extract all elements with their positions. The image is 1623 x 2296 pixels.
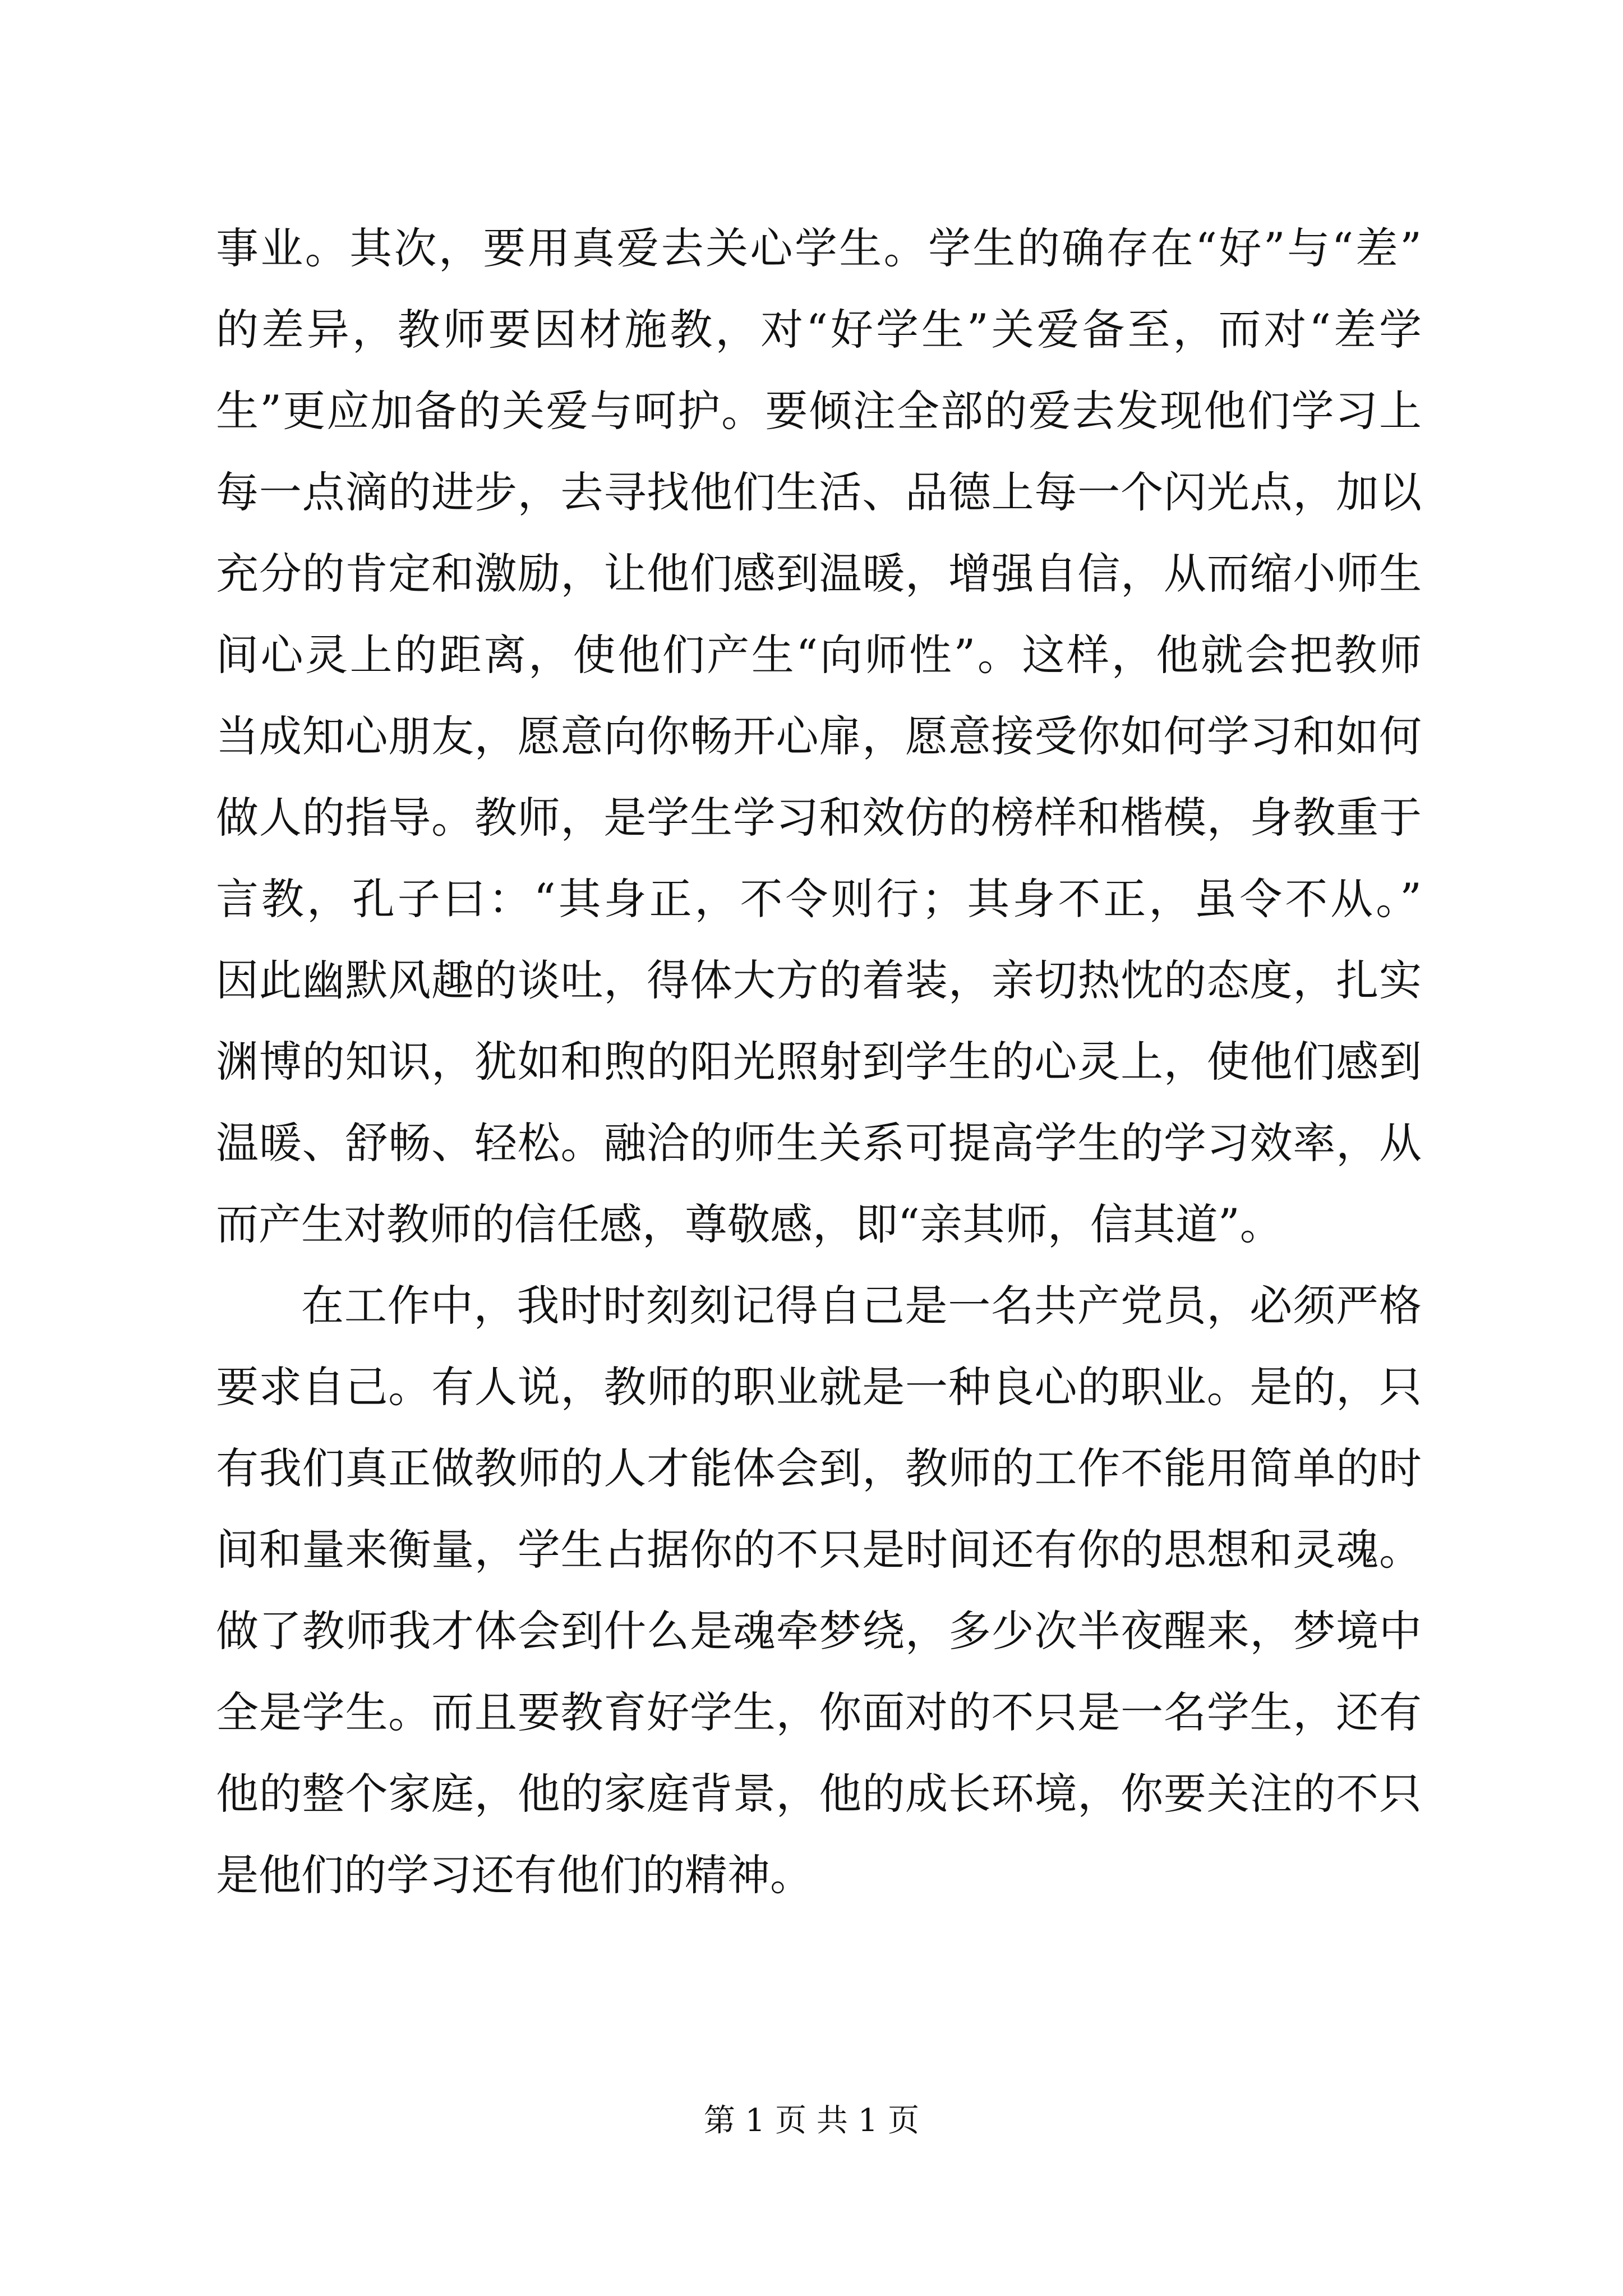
text-line: 做了教师我才体会到什么是魂牵梦绕，多少次半夜醒来，梦境中 [216, 1606, 1422, 1656]
text-line: 每一点滴的进步，去寻找他们生活、品德上每一个闪光点，加以 [216, 467, 1422, 517]
text-line: 是他们的学习还有他们的精神。 [216, 1850, 813, 1900]
text-line: 温暖、舒畅、轻松。融洽的师生关系可提高学生的学习效率，从 [216, 1118, 1422, 1168]
text-line: 做人的指导。教师，是学生学习和效仿的榜样和楷模，身教重于 [216, 793, 1422, 843]
text-line: 他的整个家庭，他的家庭背景，他的成长环境，你要关注的不只 [216, 1769, 1422, 1819]
page-footer [0, 2096, 1623, 2141]
text-line: 事业。其次，要用真爱去关心学生。学生的确存在“好”与“差” [216, 223, 1422, 273]
paragraph-first-line: 在工作中，我时时刻刻记得自己是一名共产党员，必须严格 [301, 1281, 1422, 1331]
text-line: 的差异，教师要因材施教，对“好学生”关爱备至，而对“差学 [216, 305, 1422, 355]
page-number-label: 第 1 页 共 1 页 [703, 2102, 920, 2139]
text-line: 因此幽默风趣的谈吐，得体大方的着装，亲切热忱的态度，扎实 [216, 955, 1422, 1005]
text-line: 渊博的知识，犹如和煦的阳光照射到学生的心灵上，使他们感到 [216, 1037, 1422, 1087]
text-line: 当成知心朋友，愿意向你畅开心扉，愿意接受你如何学习和如何 [216, 711, 1422, 761]
text-line: 充分的肯定和激励，让他们感到温暖，增强自信，从而缩小师生 [216, 549, 1422, 599]
text-line: 全是学生。而且要教育好学生，你面对的不只是一名学生，还有 [216, 1687, 1422, 1737]
text-line: 间心灵上的距离，使他们产生“向师性”。这样，他就会把教师 [216, 630, 1422, 680]
text-line: 而产生对教师的信任感，尊敬感，即“亲其师，信其道”。 [216, 1199, 1283, 1249]
text-line: 言教，孔子曰：“其身正，不令则行；其身不正，虽令不从。” [216, 874, 1422, 924]
text-line: 生”更应加备的关爱与呵护。要倾注全部的爱去发现他们学习上 [216, 386, 1422, 436]
text-line: 间和量来衡量，学生占据你的不只是时间还有你的思想和灵魂。 [216, 1525, 1422, 1575]
text-line: 有我们真正做教师的人才能体会到，教师的工作不能用简单的时 [216, 1443, 1422, 1493]
body-text [216, 208, 1422, 1916]
text-line: 要求自己。有人说，教师的职业就是一种良心的职业。是的，只 [216, 1362, 1422, 1412]
